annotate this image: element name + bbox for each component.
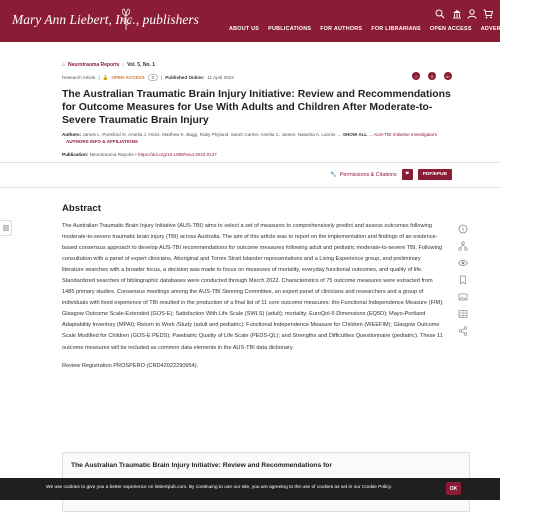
site-header [0, 0, 554, 42]
network-icon[interactable] [458, 241, 468, 251]
tool-rail [455, 222, 471, 342]
publisher-logo[interactable]: Mary Ann Liebert, Inc., publishers [12, 12, 199, 27]
nav-for-authors[interactable]: FOR AUTHORS [320, 26, 363, 32]
separator: | [98, 75, 100, 80]
info-icon[interactable] [458, 224, 468, 234]
breadcrumb [62, 62, 452, 68]
abstract-body: The Australian Traumatic Brain Injury Initiative (AUS-TBI) aims to select a set of measures to comprehensively predict and assess outcomes following moderate-to-severe traumatic brain injury (TBI) across Australia. The aim of this article was to report on the implementation and findings of an evidence-based consensus approach to develop AUS-TBI recommendations for outcome measures following adult and pediatric moderate-to-severe TBI. Following consultation with a panel of expert clinicians, Aboriginal and Torres Strait Islander representatives and a Living Experience group, and preliminary literature searches with a broader focus, a decision was made to focus on measures of mortality, everyday functional outcomes, and quality of life. Standardized searches of bibliographic databases were conducted through March 2022. Characteristics of 75 outcome measures were extracted from 1485 primary studies. Consensus meetings among the AUS-TBI Steering Committee, an expert panel of clinicians and researchers and a group of individuals with lived experience of TBI resulted in the production of a final list of 11 core outcome measures: the Functional Independence Measure (FIM); Glasgow Outcome Scale-Extended (GOS-E); Satisfaction With Life Scale (SWLS) (adult); mortality; EuroQol-5 Dimensions (EQ5D); Mayo-Portland Adaptability Inventory (MPAI); Return to Work /Study (adult and pediatric); Functional Independence Measure for Children (WEEFIM); Glasgow Outcome Scale Modified for Children (GOS-E PEDS); Paediatric Quality of Life Scale (PEDS-QL); and Strengths and Difficulties Questionnaire (pediatric). These 11 outcome measures will be included as common data elements in the AUS-TBI data dictionary. [62, 223, 444, 351]
divider [0, 187, 500, 188]
cookie-banner [0, 478, 500, 500]
share-buttons [412, 72, 452, 80]
authors-info-link[interactable]: AUTHORS INFO & AFFILIATIONS [66, 138, 138, 144]
authors-names[interactable]: James L. Ponsford ✉, Amelia J. Hicks, Matthew K. Bagg, Ruby Phyland, Sarah Carrier, Amelia C. James, Natasha A. Lannin, ... [82, 132, 342, 137]
separator: | [161, 75, 163, 80]
article-meta [62, 74, 452, 81]
nav-custom[interactable]: CUSTOM [529, 26, 554, 32]
menu-icon [3, 225, 9, 231]
published-date: 11 April 2024 [207, 75, 234, 80]
nav-open-access[interactable]: OPEN ACCESS [429, 26, 472, 32]
nav-advertising[interactable]: ADVERTISING [480, 26, 521, 32]
permissions-label: Permissions & Citations [339, 171, 397, 178]
nav-about-us[interactable]: ABOUT US [229, 26, 260, 32]
authors-list [62, 132, 452, 145]
abstract-heading: Abstract [62, 203, 101, 214]
main-nav [229, 26, 554, 32]
publication-name[interactable]: Neurotrauma Reports [89, 152, 134, 157]
breadcrumb-separator: › [122, 62, 125, 68]
user-icon[interactable] [467, 9, 477, 19]
divider [0, 162, 500, 163]
authors-label: Authors: [62, 132, 82, 137]
cookie-ok-button[interactable]: OK [446, 482, 461, 495]
article-header [62, 62, 452, 157]
show-all-authors-button[interactable]: SHOW ALL [342, 132, 368, 137]
breadcrumb-volume[interactable]: Vol. 5, No. 1 [127, 62, 156, 68]
publication-line [62, 152, 452, 157]
cite-button[interactable]: ❞ [402, 169, 413, 180]
table-icon[interactable] [458, 309, 468, 319]
image-icon[interactable] [458, 292, 468, 302]
article-title: The Australian Traumatic Brain Injury Initiative: Review and Recommendations for Outcome Measures for Use With Adults and Children After Moderate-to-Severe Traumatic Brain Injury [62, 89, 451, 126]
permissions-citations-link[interactable] [330, 172, 397, 178]
x-icon[interactable]: ✕ [428, 72, 436, 80]
bank-icon[interactable] [452, 9, 462, 19]
share-icon[interactable] [458, 326, 468, 336]
nav-publications[interactable]: PUBLICATIONS [268, 26, 312, 32]
publication-label: Publication: [62, 152, 89, 157]
comment-count-badge[interactable]: 0 [148, 74, 158, 81]
article-actions [330, 169, 452, 180]
wrench-icon: 🔧 [330, 171, 337, 178]
cookie-text: We use cookies to give you a better experience on liebertpub.com. By continuing to use our site, you are agreeing to the use of cookies as set in our Cookie Policy. [46, 485, 392, 490]
separator: • [135, 152, 137, 157]
published-label: Published Online: [165, 75, 205, 80]
abstract-section [62, 203, 444, 372]
home-icon: ⌂ [62, 62, 66, 68]
article-type: Research Article [62, 75, 96, 80]
facebook-icon[interactable]: f [412, 72, 420, 80]
open-access-label: OPEN ACCESS [111, 75, 145, 80]
open-access-icon: 🔓 [102, 74, 109, 80]
pdf-epub-button[interactable]: PDF/EPUB [418, 169, 452, 180]
review-registration: Review Registration PROSPERO (CRD42022290954). [62, 362, 199, 369]
nav-for-librarians[interactable]: FOR LIBRARIANS [371, 26, 421, 32]
doi-link[interactable]: https://doi.org/10.1089/neur.2023.0127 [137, 152, 217, 157]
flower-logo-icon [117, 7, 135, 31]
table-of-contents-toggle[interactable] [0, 220, 12, 236]
linkedin-icon[interactable]: in [444, 72, 452, 80]
breadcrumb-journal[interactable]: Neurotrauma Reports [68, 62, 120, 68]
card-title: The Australian Traumatic Brain Injury Initiative: Review and Recommendations for [71, 462, 332, 469]
bookmark-icon[interactable] [458, 275, 468, 285]
authors-group[interactable]: ... AUS-TBI Initiative Investigators [368, 132, 437, 137]
cart-icon[interactable] [483, 9, 493, 19]
eye-icon[interactable] [458, 258, 468, 268]
search-icon[interactable] [435, 9, 445, 19]
